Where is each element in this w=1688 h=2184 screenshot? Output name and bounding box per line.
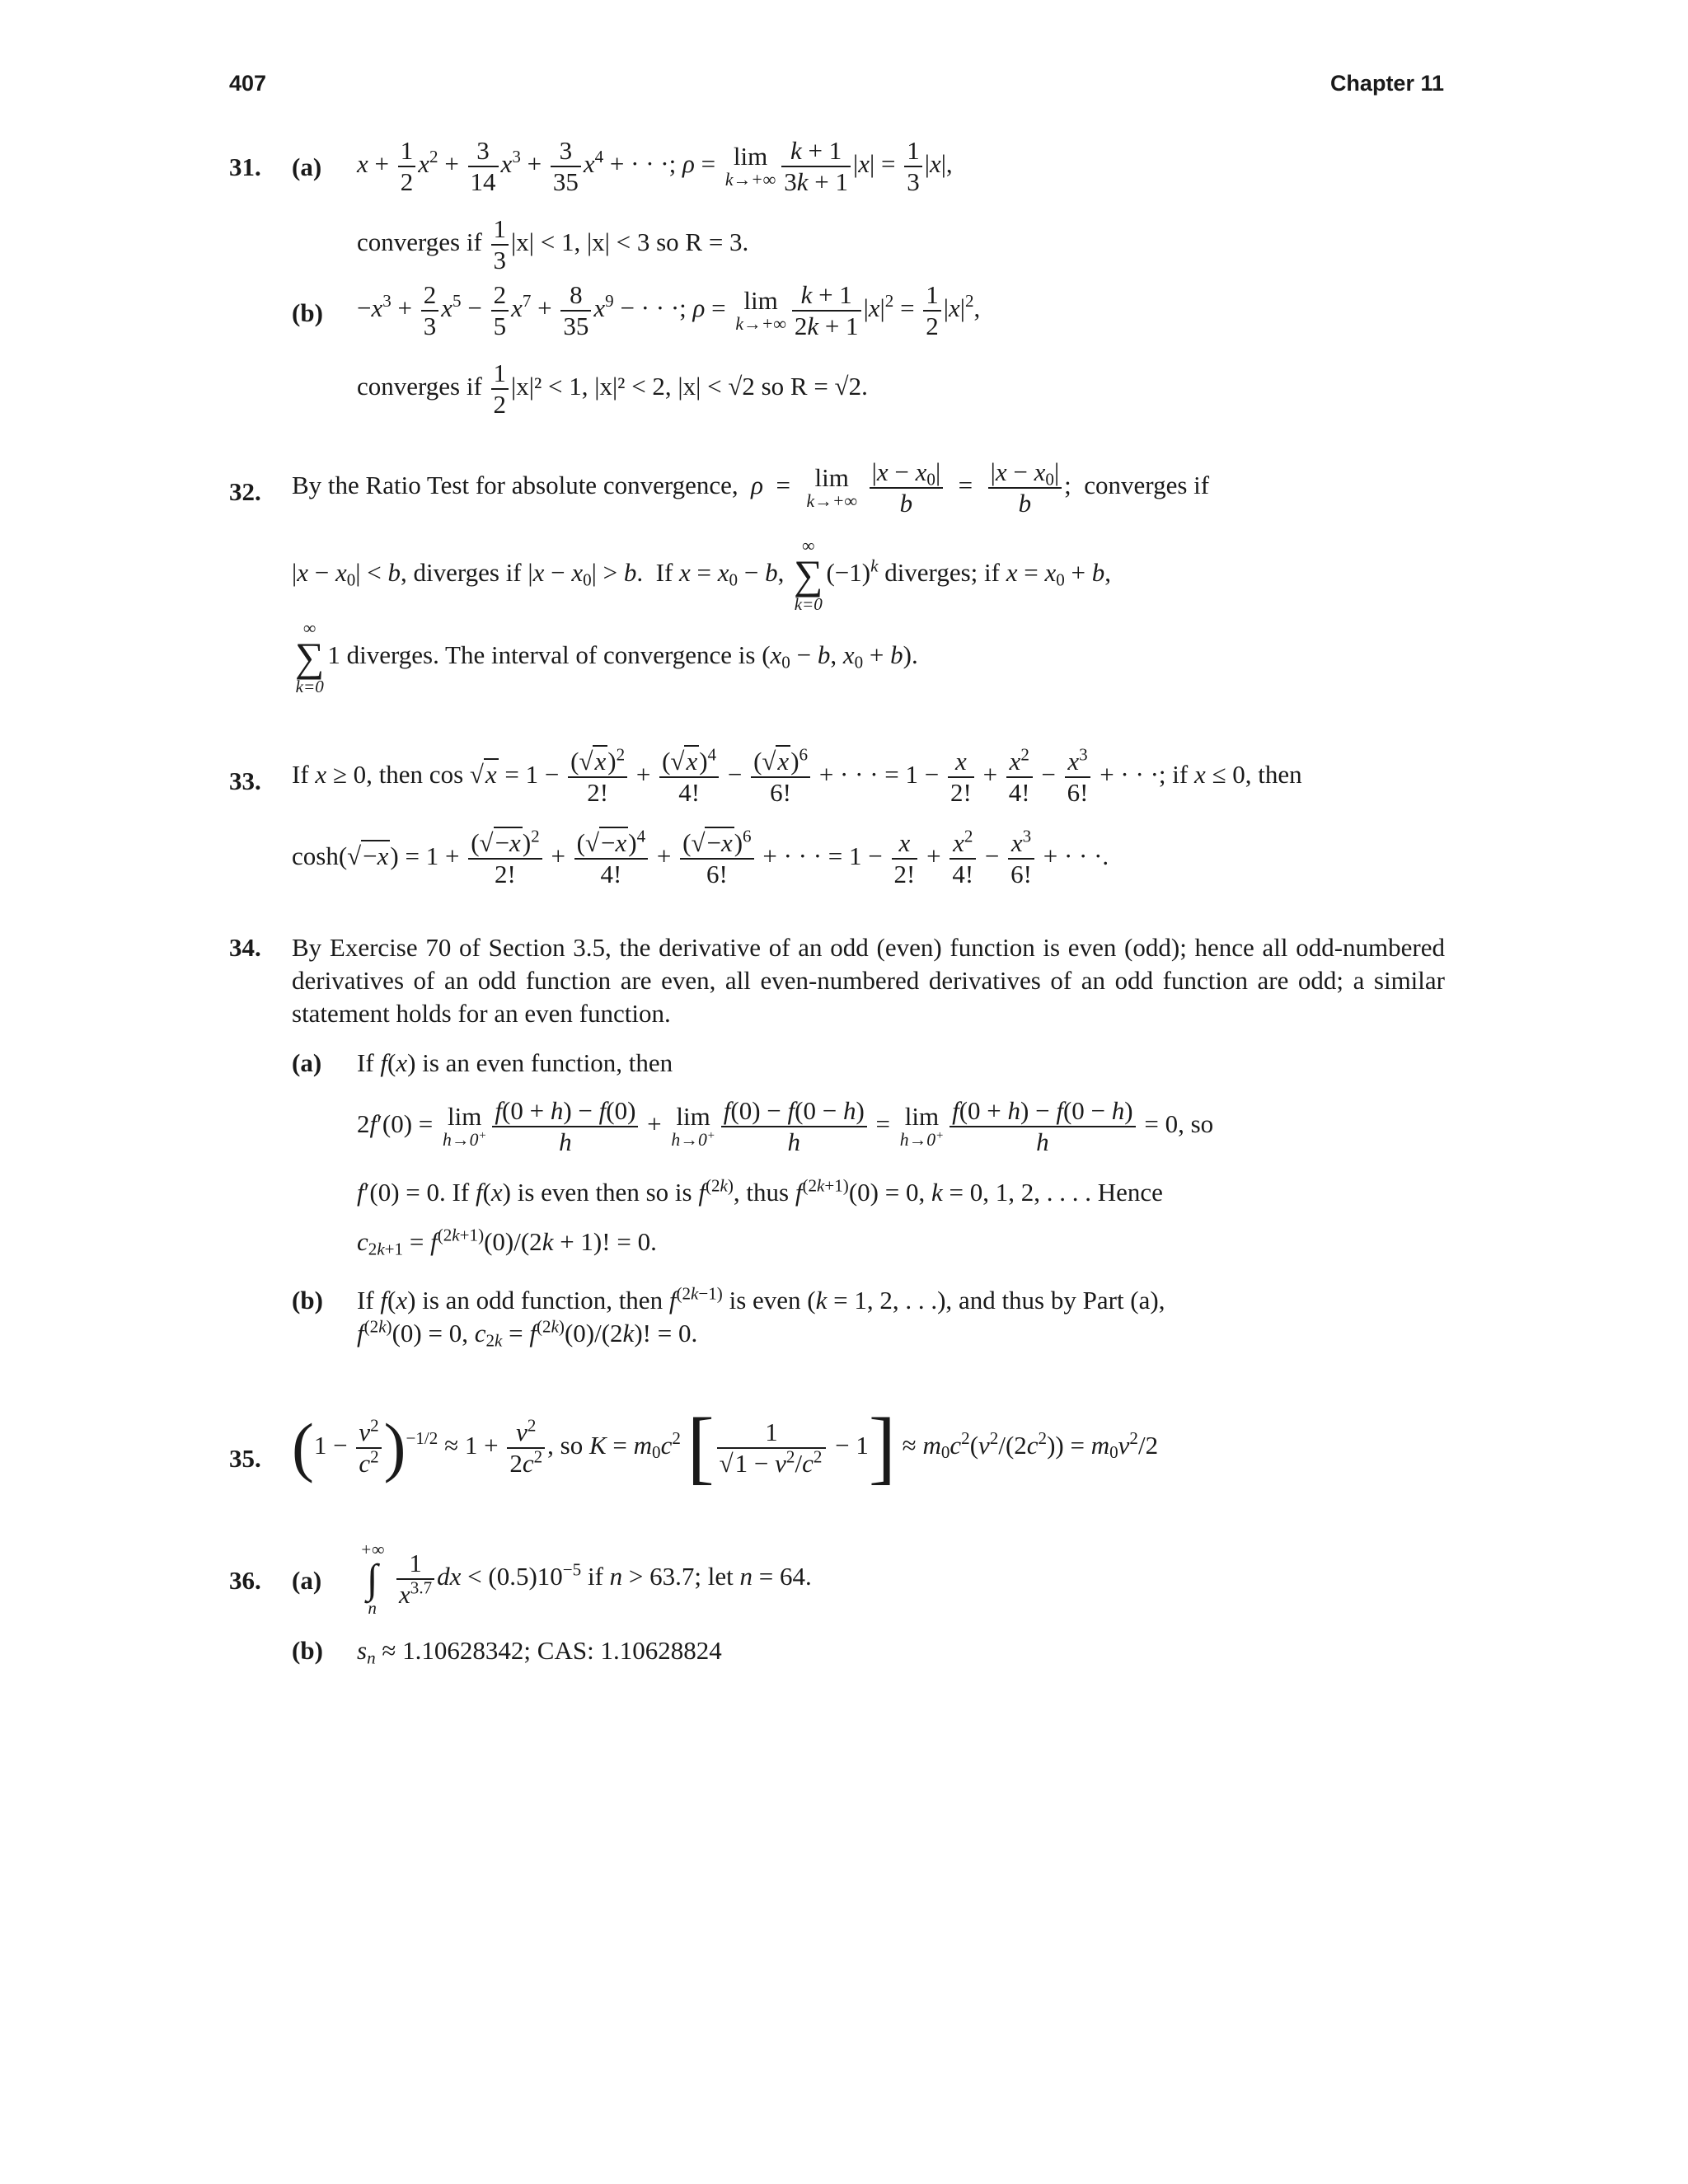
part-label: (a) [292,1566,322,1595]
part-a-derivative: 2f′(0) = lim h→0+ $\frac{f(0 + h) - f(0)}{h}$ + lim h→0+ $\frac{f(0) - f(0 - h)}{h}$ = lim h→0+ $\frac{f(0 + h) - f(0 - h)}{h}$ = 0, so [357,1096,1214,1156]
part-a-conclusion: converges if $\frac{1}{3}$ |x| < 1, |x| < 3 so R = 3. [357,214,749,274]
exercise-number: 34. [229,933,261,962]
part-b-value: $s_n \approx 1.10628342$; CAS: 1.10628824 [357,1636,722,1668]
exercise-number: 35. [229,1444,261,1473]
interval-line: ∞ ∑ k=0 1 diverges. The interval of convergence is ($x_0 - b$, $x_0 + b$). [295,618,918,696]
part-b-lead: If f(x) is an odd function, then $f^{(2k-1)}$ is even (k = 1, 2, . . .), and thus by Part (a), [357,1283,1165,1315]
exercise-number: 32. [229,477,261,506]
exercise-34-intro: By Exercise 70 of Section 3.5, the derivative of an odd (even) function is even (odd); hence all odd-numbered derivatives of an odd function are even, all even-numbered derivatives of an odd function are odd; a similar statement holds for an even function. [292,933,1445,1028]
part-a-conclusion: f′(0) = 0. If f(x) is even then so is $f^{(2k)}$, thus $f^{(2k+1)}(0) = 0$, k = 0, 1, 2, . . . . Hence [357,1175,1163,1207]
part-label: (a) [292,152,322,181]
cos-series: If x ≥ 0, then cos √x = 1 − $\frac{(√x)^2}{2!}$ + $\frac{(√x)^4}{4!}$ − $\frac{(√x)^6}{6!}$ + · · · = 1 − $\frac{x}{2!}$ + $\frac{x^2}{4!}$ − $\frac{x^3}{6!}$ + · · ·; if x ≤ 0, then [292,744,1302,807]
ratio-line: By the Ratio Test for absolute convergence, ρ = lim k→+∞ $\frac{|x - x_0|}{b}$ = $\frac{|x - x_0|}{b}$ ; converges if [292,457,1210,518]
part-b-series: $-x^3$ + $\frac{2}{3}$ $x^5$ − $\frac{2}{5}$ $x^7$ + $\frac{8}{35}$ $x^9$ − · · ·; ρ = lim k→+∞ $\frac{k + 1}{2k + 1}$ $|x|^2$ = $\frac{1}{2}$ $|x|^2$, [357,280,981,340]
part-label: (b) [292,1286,323,1315]
part-a-series: x + $\frac{1}{2}$ $x^2$ + $\frac{3}{14}$ $x^3$ + $\frac{3}{35}$ $x^4$ + · · ·; ρ = lim k→+∞ $\frac{k + 1}{3k + 1}$ |x| = $\frac{1}{3}$ |x|, [357,136,953,196]
part-a-integral: +∞ ∫ n $\frac{1}{x^{3.7}}$ dx < $(0.5)10^{-5}$ if n > 63.7; let n = 64. [360,1540,812,1618]
exercise-number: 31. [229,152,261,181]
part-a-lead: If f(x) is an even function, then [357,1048,673,1077]
page-number: 407 [229,71,267,96]
divergence-line: $|x - x_0| < b$, diverges if $|x - x_0| > b$. If $x = x_0 - b$, ∞ ∑ k=0 $(-1)^k$ diverges; if $x = x_0 + b$, [292,536,1111,614]
exercise-number: 33. [229,766,261,795]
part-label: (b) [292,298,323,327]
part-a-coefficient: $c_{2k+1} = f^{(2k+1)}(0)/(2k + 1)$! = 0. [357,1225,657,1259]
chapter-title: Chapter 11 [1329,71,1444,96]
part-b-conclusion: converges if $\frac{1}{2}$ |x|² < 1, |x|² < 2, |x| < √2 so R = √2. [357,359,868,419]
part-label: (b) [292,1636,323,1665]
part-b-conclusion: $f^{(2k)}(0) = 0$, $c_{2k} = f^{(2k)}(0)/(2k)$! = 0. [357,1316,698,1351]
part-label: (a) [292,1048,322,1077]
exercise-number: 36. [229,1566,261,1595]
cosh-series: cosh(√−x) = 1 + $\frac{(√-x)^2}{2!}$ + $\frac{(√-x)^4}{4!}$ + $\frac{(√-x)^6}{6!}$ + · · · = 1 − $\frac{x}{2!}$ + $\frac{x^2}{4!}$ − $\frac{x^3}{6!}$ + · · ·. [292,826,1109,888]
kinetic-energy-approximation: (1 − $\frac{v^2}{c^2}$ )$^{-1/2}$ ≈ 1 + $\frac{v^2}{2c^2}$ , so $K = m_0c^2$ [ $\frac{1}{√1 - v^2/c^2}$ − $1] \approx m_0c^2(v^2/(2c^2)) = m_0v^2/2$ [292,1402,1159,1493]
